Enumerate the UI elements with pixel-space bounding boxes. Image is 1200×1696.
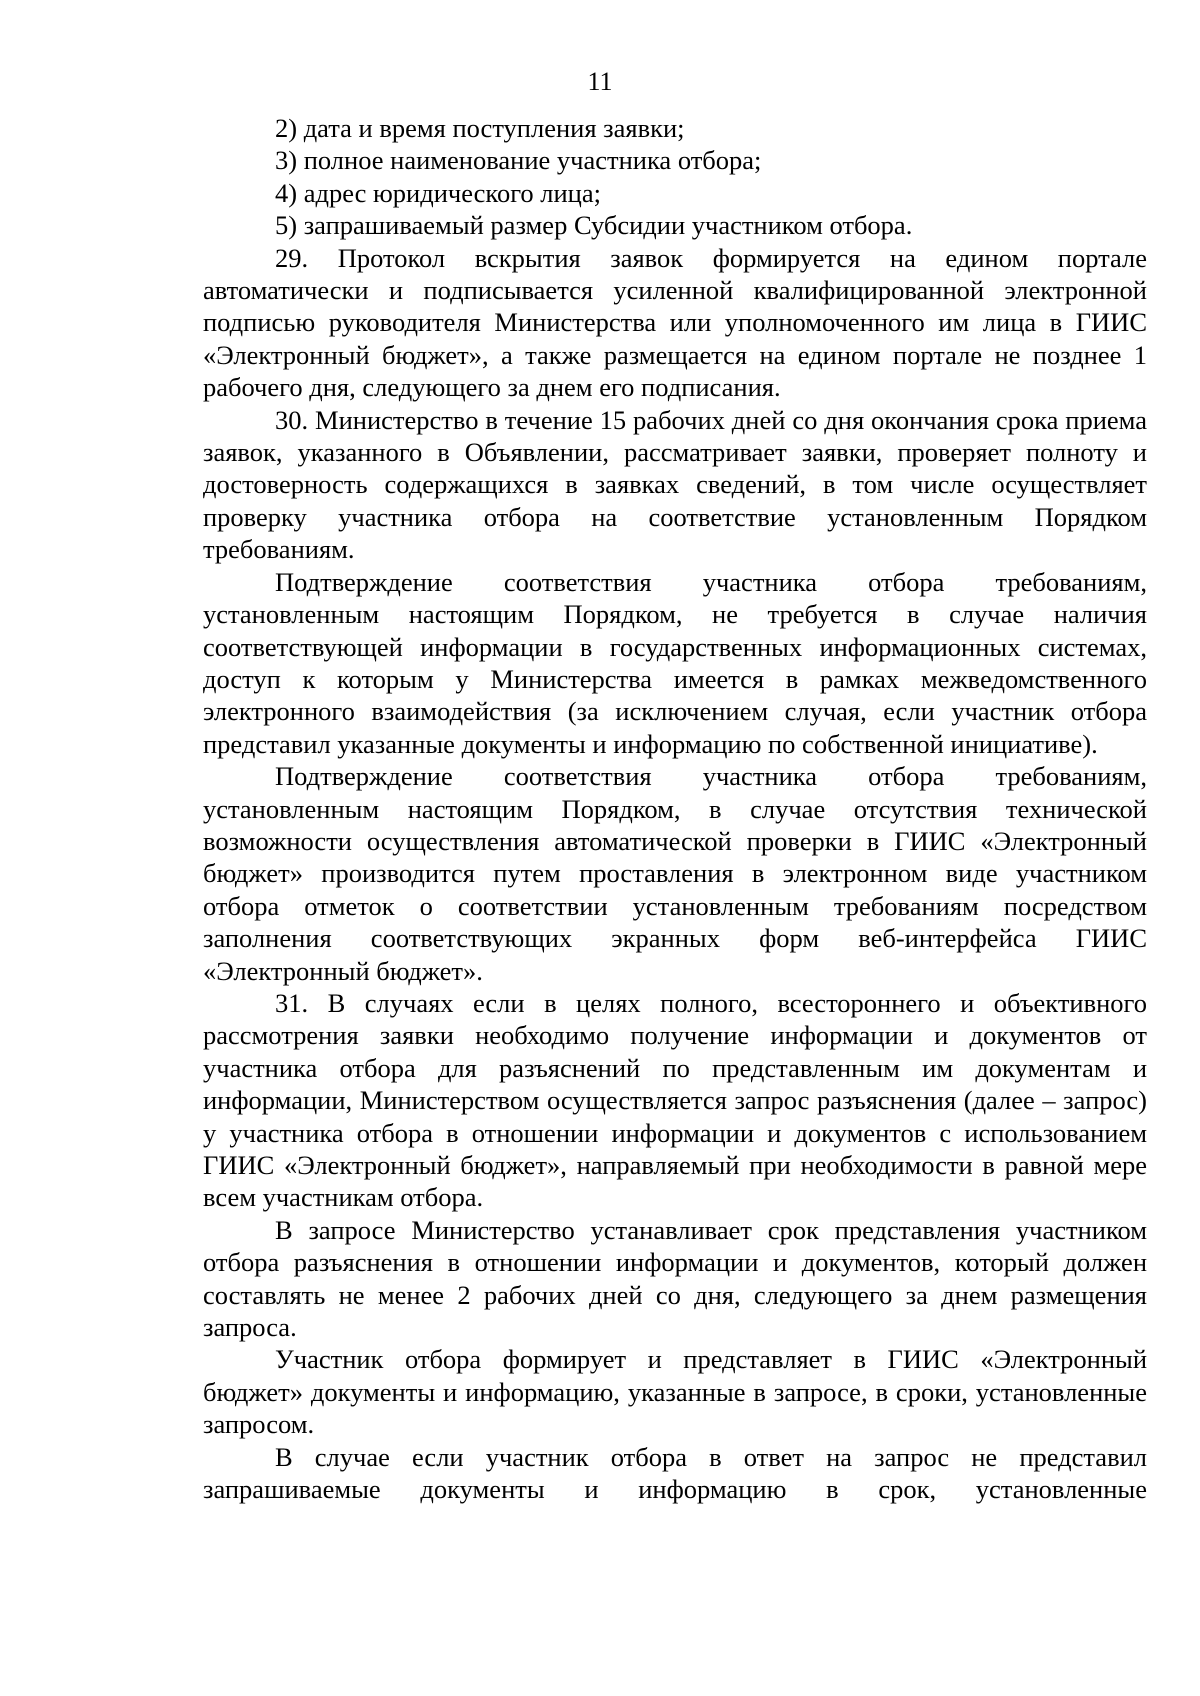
paragraph-31-participant-response: Участник отбора формирует и представляет в ГИИС «Электронный бюджет» документы и информацию, указанные в запросе, в сроки, установленные запросом. bbox=[203, 1344, 1147, 1440]
paragraph-29: 29. Протокол вскрытия заявок формируется на едином портале автоматически и подписывается усиленной квалифицированной электронной подписью руководителя Министерства или уполномоченного им лица в ГИИС «Электронный бюджет», а также размещается на едином портале не позднее 1 рабочего дня, следующего за днем его подписания. bbox=[203, 242, 1147, 403]
paragraph-31: 31. В случаях если в целях полного, всестороннего и объективного рассмотрения заявки необходимо получение информации и документов от участника отбора для разъяснений по представленным им документам и информации, Министерством осуществляется запрос разъяснения (далее – запрос) у участника отбора в отношении информации и документов с использованием ГИИС «Электронный бюджет», направляемый при необходимости в равной мере всем участникам отбора. bbox=[203, 987, 1147, 1213]
paragraph-31-request-deadline: В запросе Министерство устанавливает срок представления участником отбора разъяснения в отношении информации и документов, который должен составлять не менее 2 рабочих дней со дня, следующего за днем размещения запроса. bbox=[203, 1214, 1147, 1343]
page-number: 11 bbox=[587, 67, 613, 96]
paragraph-30-confirmation-not-required: Подтверждение соответствия участника отбора требованиям, установленным настоящим Порядком, не требуется в случае наличия соответствующей информации в государственных информационных системах, доступ к которым у Министерства имеется в рамках межведомственного электронного взаимодействия (за исключением случая, если участник отбора представил указанные документы и информацию по собственной инициативе). bbox=[203, 566, 1147, 759]
paragraph-item-3: 3) полное наименование участника отбора; bbox=[275, 145, 762, 176]
paragraph-30-confirmation-manual: Подтверждение соответствия участника отбора требованиям, установленным настоящим Порядком, в случае отсутствия технической возможности осуществления автоматической проверки в ГИИС «Электронный бюджет» производится путем проставления в электронном виде участником отбора отметок о соответствии установленным требованиям посредством заполнения соответствующих экранных форм веб-интерфейса ГИИС «Электронный бюджет». bbox=[203, 761, 1147, 986]
paragraph-item-5: 5) запрашиваемый размер Субсидии участником отбора. bbox=[275, 210, 913, 241]
paragraph-item-4: 4) адрес юридического лица; bbox=[275, 177, 601, 208]
paragraph-item-2: 2) дата и время поступления заявки; bbox=[275, 113, 685, 143]
paragraph-30: 30. Министерство в течение 15 рабочих дней со дня окончания срока приема заявок, указанного в Объявлении, рассматривает заявки, проверяет полноту и достоверность содержащихся в заявках сведений, в том числе осуществляет проверку участника отбора на соответствие установленным Порядком требованиям. bbox=[203, 404, 1147, 565]
document-body bbox=[203, 112, 1147, 1505]
paragraph-31-no-response: В случае если участник отбора в ответ на запрос не представил запрашиваемые документы и информацию в срок, установленные bbox=[203, 1441, 1147, 1505]
